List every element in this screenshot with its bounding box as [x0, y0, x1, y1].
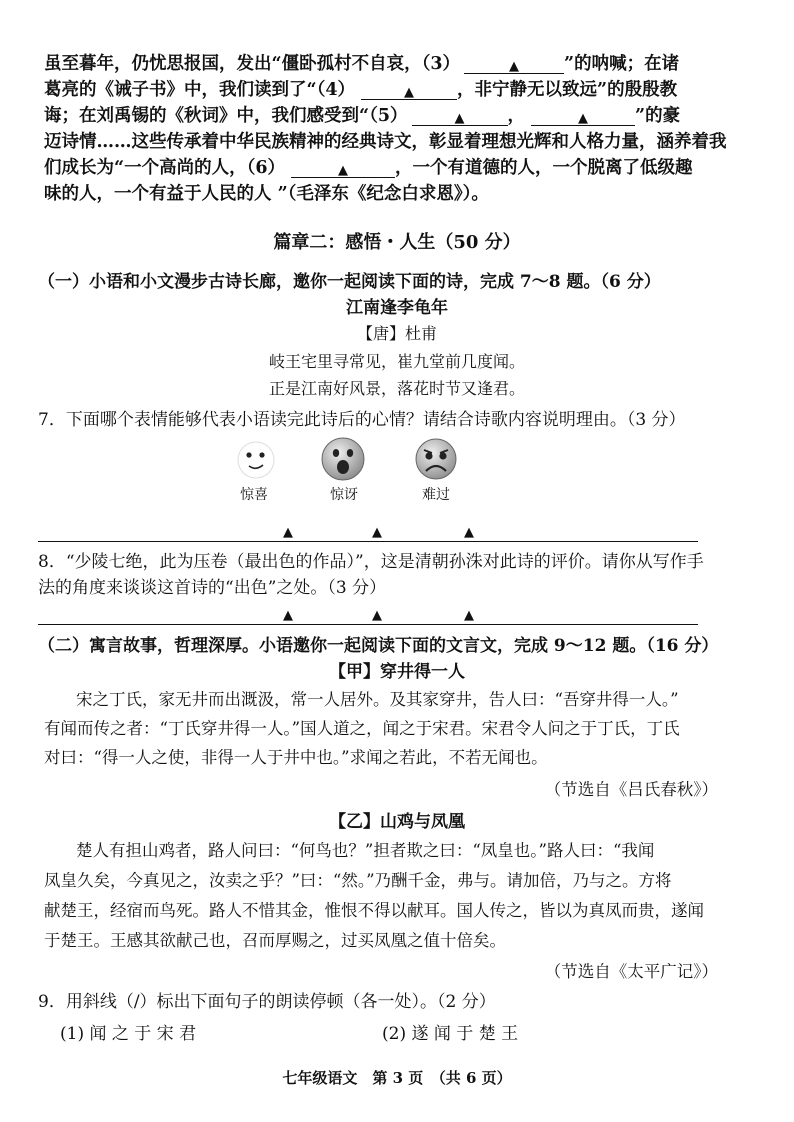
- answer-marker: ▲: [464, 608, 474, 623]
- story-b-line-3: 献楚王，经宿而鸟死。路人不惜其金，惟恨不得以献耳。国人传之，皆以为真凤而贵，遂闻: [44, 901, 704, 920]
- story-a-line-2: 有闻而传之者：“丁氏穿井得一人。”国人道之，闻之于宋君。宋君令人问之于丁氏，丁氏: [44, 719, 680, 738]
- face-label-2: 惊讶: [330, 487, 358, 503]
- intro-line-2: [44, 82, 677, 100]
- section-title: 篇章二：感悟・人生（50 分）: [273, 232, 521, 253]
- story-a-line-3: 对曰：“得一人之使，非得一人于井中也。”求闻之若此，不若无闻也。: [44, 748, 548, 767]
- face-label-1: 惊喜: [240, 487, 268, 503]
- blank-5b[interactable]: [531, 109, 635, 126]
- poem-author: 【唐】杜甫: [356, 324, 437, 343]
- intro-text: ”的豪: [635, 106, 681, 126]
- blank-marker: ▲: [338, 162, 348, 178]
- intro-text: 们成长为“一个高尚的人，（6）: [44, 158, 285, 178]
- intro-text: ，非宁静无以致远”的殷殷教: [457, 80, 678, 100]
- surprised-happy-face-icon[interactable]: [236, 440, 276, 480]
- intro-line-3: [44, 108, 680, 126]
- intro-line-5: [44, 160, 693, 178]
- story-a-source: （节选自《吕氏春秋》）: [544, 780, 718, 799]
- question-9-item-1[interactable]: (1) 闻 之 于 宋 君: [60, 1024, 197, 1044]
- story-b-line-2: 凤皇久矣，今真见之，汝卖之乎？”曰：“然。”乃酬千金，弗与。请加倍，乃与之。方将: [44, 871, 672, 890]
- face-label-3: 难过: [422, 487, 450, 503]
- intro-line-4: 迈诗情……这些传承着中华民族精神的经典诗文，彰显着理想光辉和人格力量，涵养着我: [44, 132, 727, 152]
- intro-text: 虽至暮年，仍忧思报国，发出“僵卧孤村不自哀，（3）: [44, 54, 460, 74]
- answer-marker: ▲: [283, 608, 293, 623]
- page-footer: 七年级语文 第 3 页 （共 6 页）: [282, 1069, 512, 1087]
- blank-marker: ▲: [578, 110, 588, 126]
- blank-marker: ▲: [454, 110, 465, 126]
- shocked-face-icon[interactable]: [320, 436, 366, 482]
- intro-line-1: [44, 56, 679, 74]
- part1-heading: （一）小语和小文漫步古诗长廊，邀你一起阅读下面的诗，完成 7～8 题。（6 分）: [38, 272, 661, 292]
- question-9-item-2[interactable]: (2) 遂 闻 于 楚 王: [382, 1024, 519, 1044]
- poem-line-2: 正是江南好风景，落花时节又逢君。: [268, 379, 525, 398]
- part2-heading: （二）寓言故事，哲理深厚。小语邀你一起阅读下面的文言文，完成 9～12 题。（16 分）: [38, 636, 719, 656]
- intro-text: 葛亮的《诫子书》中，我们读到了“（4）: [44, 80, 355, 100]
- question-8-line-1: 8．“少陵七绝，此为压卷（最出色的作品）”，这是清朝孙洙对此诗的评价。请你从写作手: [38, 552, 704, 572]
- answer-marker: ▲: [283, 525, 293, 540]
- question-9: 9．用斜线（/）标出下面句子的朗读停顿（各一处）。（2 分）: [38, 992, 496, 1012]
- answer-line-q7[interactable]: [38, 541, 698, 542]
- intro-text: 诲；在刘禹锡的《秋词》中，我们感受到“（5）: [44, 106, 408, 126]
- intro-text: ，一个有道德的人，一个脱离了低级趣: [395, 158, 693, 178]
- blank-6[interactable]: [291, 161, 395, 178]
- blank-marker: ▲: [404, 84, 414, 100]
- question-7: 7．下面哪个表情能够代表小语读完此诗后的心情？请结合诗歌内容说明理由。（3 分）: [38, 410, 686, 430]
- story-b-title: 【乙】山鸡与凤凰: [329, 812, 465, 832]
- poem-line-1: 岐王宅里寻常见，崔九堂前几度闻。: [268, 352, 525, 371]
- answer-line-q8[interactable]: [38, 624, 698, 625]
- intro-text: ，: [507, 106, 525, 126]
- blank-5a[interactable]: [412, 109, 508, 126]
- blank-marker: ▲: [509, 58, 519, 74]
- answer-marker: ▲: [464, 525, 474, 540]
- blank-3[interactable]: [464, 57, 564, 74]
- story-a-title: 【甲】穿井得一人: [329, 662, 465, 682]
- blank-4[interactable]: [361, 83, 457, 100]
- story-b-line-4: 于楚王。王感其欲献己也，召而厚赐之，过买凤凰之值十倍矣。: [44, 931, 506, 950]
- sad-face-icon[interactable]: [414, 437, 458, 481]
- story-a-line-1: 宋之丁氏，家无井而出溉汲，常一人居外。及其家穿井，告人曰：“吾穿井得一人。”: [76, 690, 679, 709]
- story-b-source: （节选自《太平广记》）: [544, 962, 718, 981]
- question-8-line-2: 法的角度来谈谈这首诗的“出色”之处。（3 分）: [38, 578, 387, 598]
- answer-marker: ▲: [372, 608, 382, 623]
- answer-marker: ▲: [372, 525, 382, 540]
- intro-text: ”的呐喊；在诸: [564, 54, 680, 74]
- poem-title: 江南逢李龟年: [346, 298, 448, 318]
- intro-line-6: 味的人，一个有益于人民的人 ”（毛泽东《纪念白求恩》）。: [44, 184, 489, 204]
- story-b-line-1: 楚人有担山鸡者，路人问曰：“何鸟也？”担者欺之曰：“凤皇也。”路人曰：“我闻: [76, 841, 655, 860]
